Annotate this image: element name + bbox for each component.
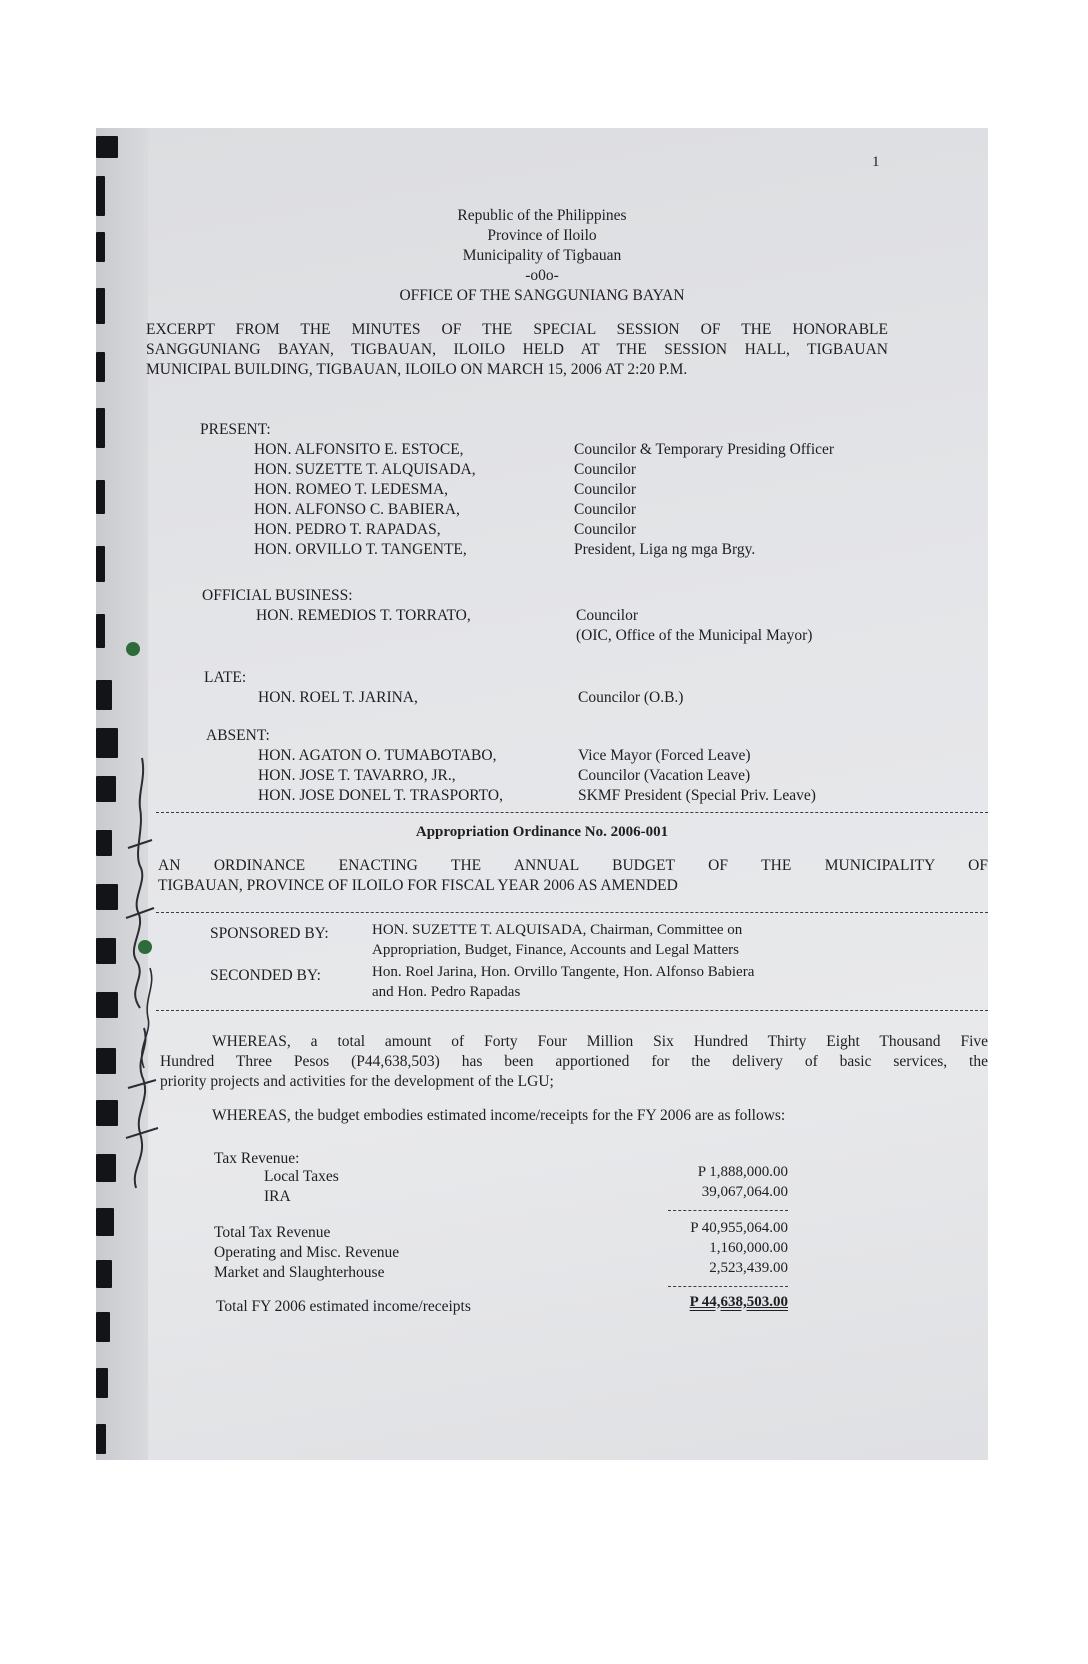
excerpt-paragraph: [146, 320, 888, 380]
attendee-name: HON. JOSE T. TAVARRO, JR.,: [258, 767, 456, 784]
sponsored-label: SPONSORED BY:: [210, 925, 329, 942]
excerpt-line: MUNICIPAL BUILDING, TIGBAUAN, ILOILO ON MARCH 15, 2006 AT 2:20 P.M.: [146, 361, 688, 378]
market-slaughterhouse-amount: 2,523,439.00: [709, 1260, 788, 1276]
whereas-line: priority projects and activities for the development of the LGU;: [160, 1073, 554, 1090]
attendee-role: Councilor (O.B.): [578, 689, 684, 706]
official-business-label: OFFICIAL BUSINESS:: [202, 587, 353, 604]
attendee-name: HON. SUZETTE T. ALQUISADA,: [254, 461, 476, 478]
late-label: LATE:: [204, 669, 247, 686]
sponsored-line: HON. SUZETTE T. ALQUISADA, Chairman, Committee on: [372, 922, 743, 938]
attendee-row: [254, 520, 834, 540]
attendee-name: HON. REMEDIOS T. TORRATO,: [256, 607, 471, 624]
absent-list: [258, 746, 816, 806]
ira-amount: 39,067,064.00: [701, 1184, 788, 1200]
seconded-line: and Hon. Pedro Rapadas: [372, 984, 521, 1000]
attendee-role-note: (OIC, Office of the Municipal Mayor): [576, 627, 813, 644]
letterhead-office: OFFICE OF THE SANGGUNIANG BAYAN: [399, 287, 685, 304]
letterhead-municipality: Municipality of Tigbauan: [462, 247, 622, 264]
operating-revenue-amount: 1,160,000.00: [709, 1240, 788, 1256]
whereas-line: WHEREAS, a total amount of Forty Four Million Six Hundred Thirty Eight Thousand Five: [212, 1033, 988, 1050]
attendee-row: [258, 766, 816, 786]
subtotal-rule: [668, 1210, 788, 1211]
document-photo: [96, 128, 988, 1460]
attendee-role: Councilor & Temporary Presiding Officer: [574, 441, 835, 458]
tax-revenue-label: Tax Revenue:: [214, 1150, 300, 1167]
attendee-name: HON. AGATON O. TUMABOTABO,: [258, 747, 497, 764]
attendee-role: Councilor: [574, 521, 636, 538]
attendee-role: SKMF President (Special Priv. Leave): [578, 787, 816, 804]
official-business-entry: [256, 606, 812, 646]
dashed-divider: [156, 912, 988, 913]
total-tax-revenue-amount: P 40,955,064.00: [690, 1220, 788, 1236]
attendee-name: HON. ROMEO T. LEDESMA,: [254, 481, 449, 498]
absent-label: ABSENT:: [206, 727, 270, 744]
attendee-row: [254, 500, 834, 520]
attendee-role: Councilor: [574, 481, 636, 498]
attendee-name: HON. ALFONSO C. BABIERA,: [254, 501, 460, 518]
excerpt-line: SANGGUNIANG BAYAN, TIGBAUAN, ILOILO HELD AT THE SESSION HALL, TIGBAUAN: [146, 341, 888, 358]
letterhead-divider: -o0o-: [525, 267, 559, 284]
attendee-name: HON. JOSE DONEL T. TRASPORTO,: [258, 787, 503, 804]
attendee-row: [254, 480, 834, 500]
whereas-line: Hundred Three Pesos (P44,638,503) has been apportioned for the delivery of basic services, the: [160, 1053, 988, 1070]
total-rule: [668, 1286, 788, 1287]
ordinance-description: [158, 856, 988, 896]
total-income-amount: P 44,638,503.00: [689, 1294, 788, 1310]
attendee-row: [254, 540, 834, 560]
dashed-divider: [156, 812, 988, 813]
attendee-name: HON. ORVILLO T. TANGENTE,: [254, 541, 467, 558]
seconded-by: [372, 962, 754, 1002]
seconded-label: SECONDED BY:: [210, 967, 321, 984]
attendee-role: Councilor: [574, 501, 636, 518]
present-label: PRESENT:: [200, 421, 271, 438]
ordinance-title: Appropriation Ordinance No. 2006-001: [415, 824, 669, 840]
page-number: 1: [872, 154, 880, 170]
attendee-role: President, Liga ng mga Brgy.: [574, 541, 756, 558]
attendee-row: [254, 460, 834, 480]
letterhead: [96, 206, 988, 306]
attendee-role: Councilor (Vacation Leave): [578, 767, 751, 784]
whereas-apportionment: [160, 1032, 988, 1092]
market-slaughterhouse-label: Market and Slaughterhouse: [214, 1264, 385, 1281]
total-tax-revenue-label: Total Tax Revenue: [214, 1224, 331, 1241]
sponsored-by: [372, 920, 742, 960]
letterhead-republic: Republic of the Philippines: [457, 207, 627, 224]
attendee-row: [258, 786, 816, 806]
attendee-role: Vice Mayor (Forced Leave): [578, 747, 751, 764]
attendee-role: Councilor: [576, 607, 638, 624]
excerpt-line: EXCERPT FROM THE MINUTES OF THE SPECIAL SESSION OF THE HONORABLE: [146, 321, 888, 338]
whereas-budget: WHEREAS, the budget embodies estimated income/receipts for the FY 2006 are as follows:: [212, 1107, 786, 1124]
attendee-row: [258, 746, 816, 766]
operating-revenue-label: Operating and Misc. Revenue: [214, 1244, 400, 1261]
letterhead-province: Province of Iloilo: [487, 227, 597, 244]
late-entry: [258, 688, 683, 708]
ira-label: IRA: [264, 1188, 291, 1205]
seconded-line: Hon. Roel Jarina, Hon. Orvillo Tangente, Hon. Alfonso Babiera: [372, 964, 755, 980]
ordinance-description-line: TIGBAUAN, PROVINCE OF ILOILO FOR FISCAL YEAR 2006 AS AMENDED: [158, 877, 678, 894]
dashed-divider: [156, 1010, 988, 1011]
sponsored-line: Appropriation, Budget, Finance, Accounts and Legal Matters: [372, 942, 739, 958]
attendee-name: HON. ALFONSITO E. ESTOCE,: [254, 441, 464, 458]
ordinance-description-line: AN ORDINANCE ENACTING THE ANNUAL BUDGET OF THE MUNICIPALITY OF: [158, 857, 988, 874]
local-taxes-amount: P 1,888,000.00: [697, 1164, 788, 1180]
attendee-name: HON. PEDRO T. RAPADAS,: [254, 521, 441, 538]
local-taxes-label: Local Taxes: [264, 1168, 339, 1185]
attendee-role: Councilor: [574, 461, 636, 478]
present-list: [254, 440, 834, 560]
total-income-label: Total FY 2006 estimated income/receipts: [216, 1298, 471, 1315]
attendee-name: HON. ROEL T. JARINA,: [258, 689, 418, 706]
attendee-row: [254, 440, 834, 460]
